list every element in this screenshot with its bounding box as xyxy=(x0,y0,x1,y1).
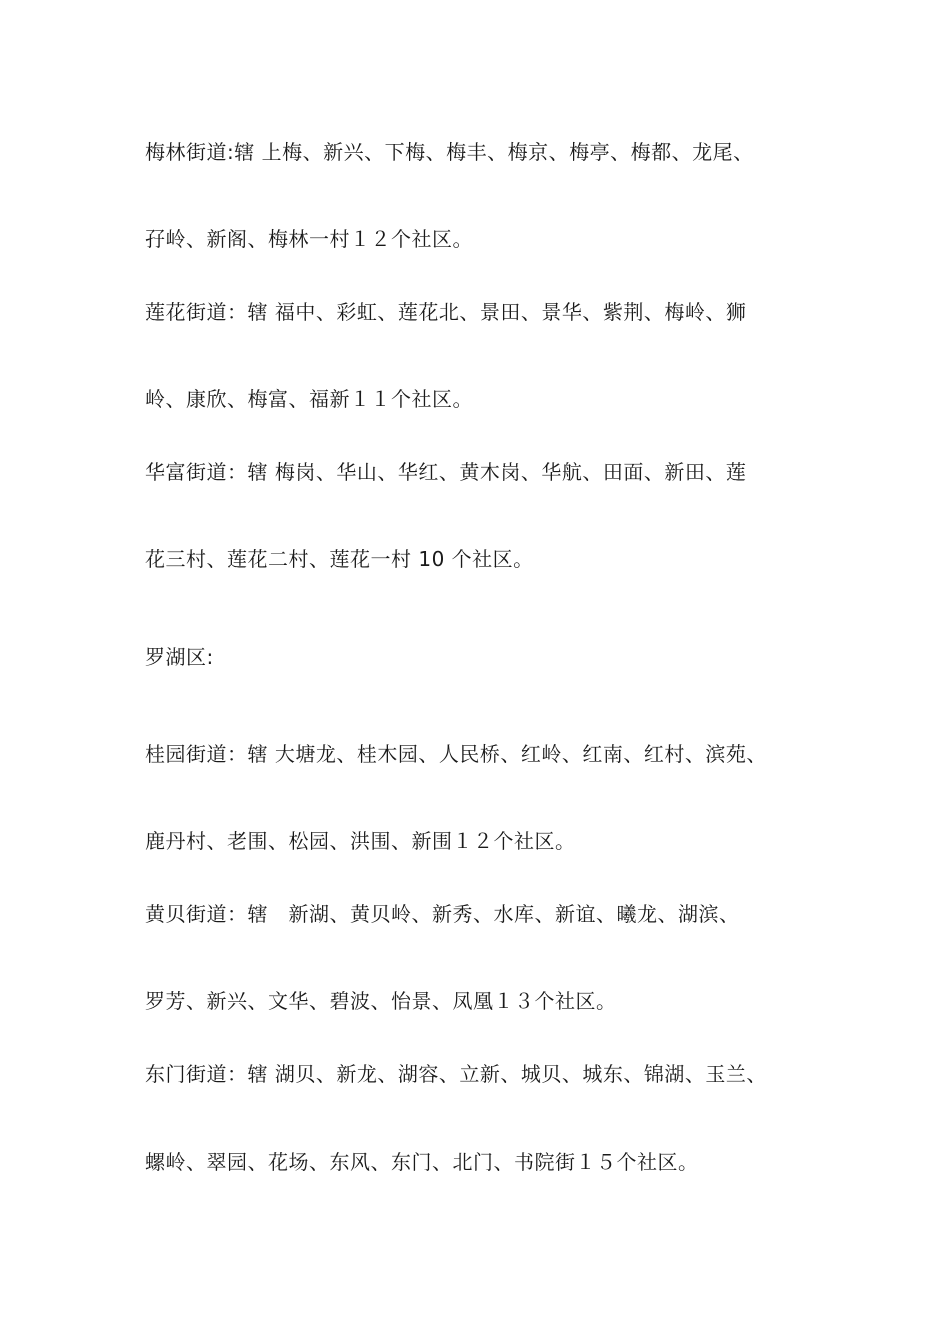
luohu-district-heading: 罗湖区: xyxy=(145,645,214,669)
huangbei-street-line-1: 黄贝街道：辖 新湖、黄贝岭、新秀、水库、新谊、曦龙、湖滨、 xyxy=(145,902,740,926)
meilin-street-line-2: 孖岭、新阁、梅林一村１２个社区。 xyxy=(145,227,473,251)
lianhua-street-line-2: 岭、康欣、梅富、福新１１个社区。 xyxy=(145,387,473,411)
guiyuan-street-line-2: 鹿丹村、老围、松园、洪围、新围１２个社区。 xyxy=(145,829,576,853)
dongmen-street-line-2: 螺岭、翠园、花场、东风、东门、北门、书院街１５个社区。 xyxy=(145,1150,699,1174)
dongmen-street-line-1: 东门街道：辖 湖贝、新龙、湖容、立新、城贝、城东、锦湖、玉兰、 xyxy=(145,1062,767,1086)
lianhua-street-line-1: 莲花街道：辖 福中、彩虹、莲花北、景田、景华、紫荆、梅岭、狮 xyxy=(145,300,747,324)
huafu-street-line-1: 华富街道：辖 梅岗、华山、华红、黄木岗、华航、田面、新田、莲 xyxy=(145,460,747,484)
guiyuan-street-line-1: 桂园街道：辖 大塘龙、桂木园、人民桥、红岭、红南、红村、滨苑、 xyxy=(145,742,767,766)
huafu-street-line-2: 花三村、莲花二村、莲花一村 10 个社区。 xyxy=(145,547,534,571)
meilin-street-line-1: 梅林街道:辖 上梅、新兴、下梅、梅丰、梅京、梅亭、梅都、龙尾、 xyxy=(145,140,754,164)
huangbei-street-line-2: 罗芳、新兴、文华、碧波、怡景、凤凰１３个社区。 xyxy=(145,989,617,1013)
